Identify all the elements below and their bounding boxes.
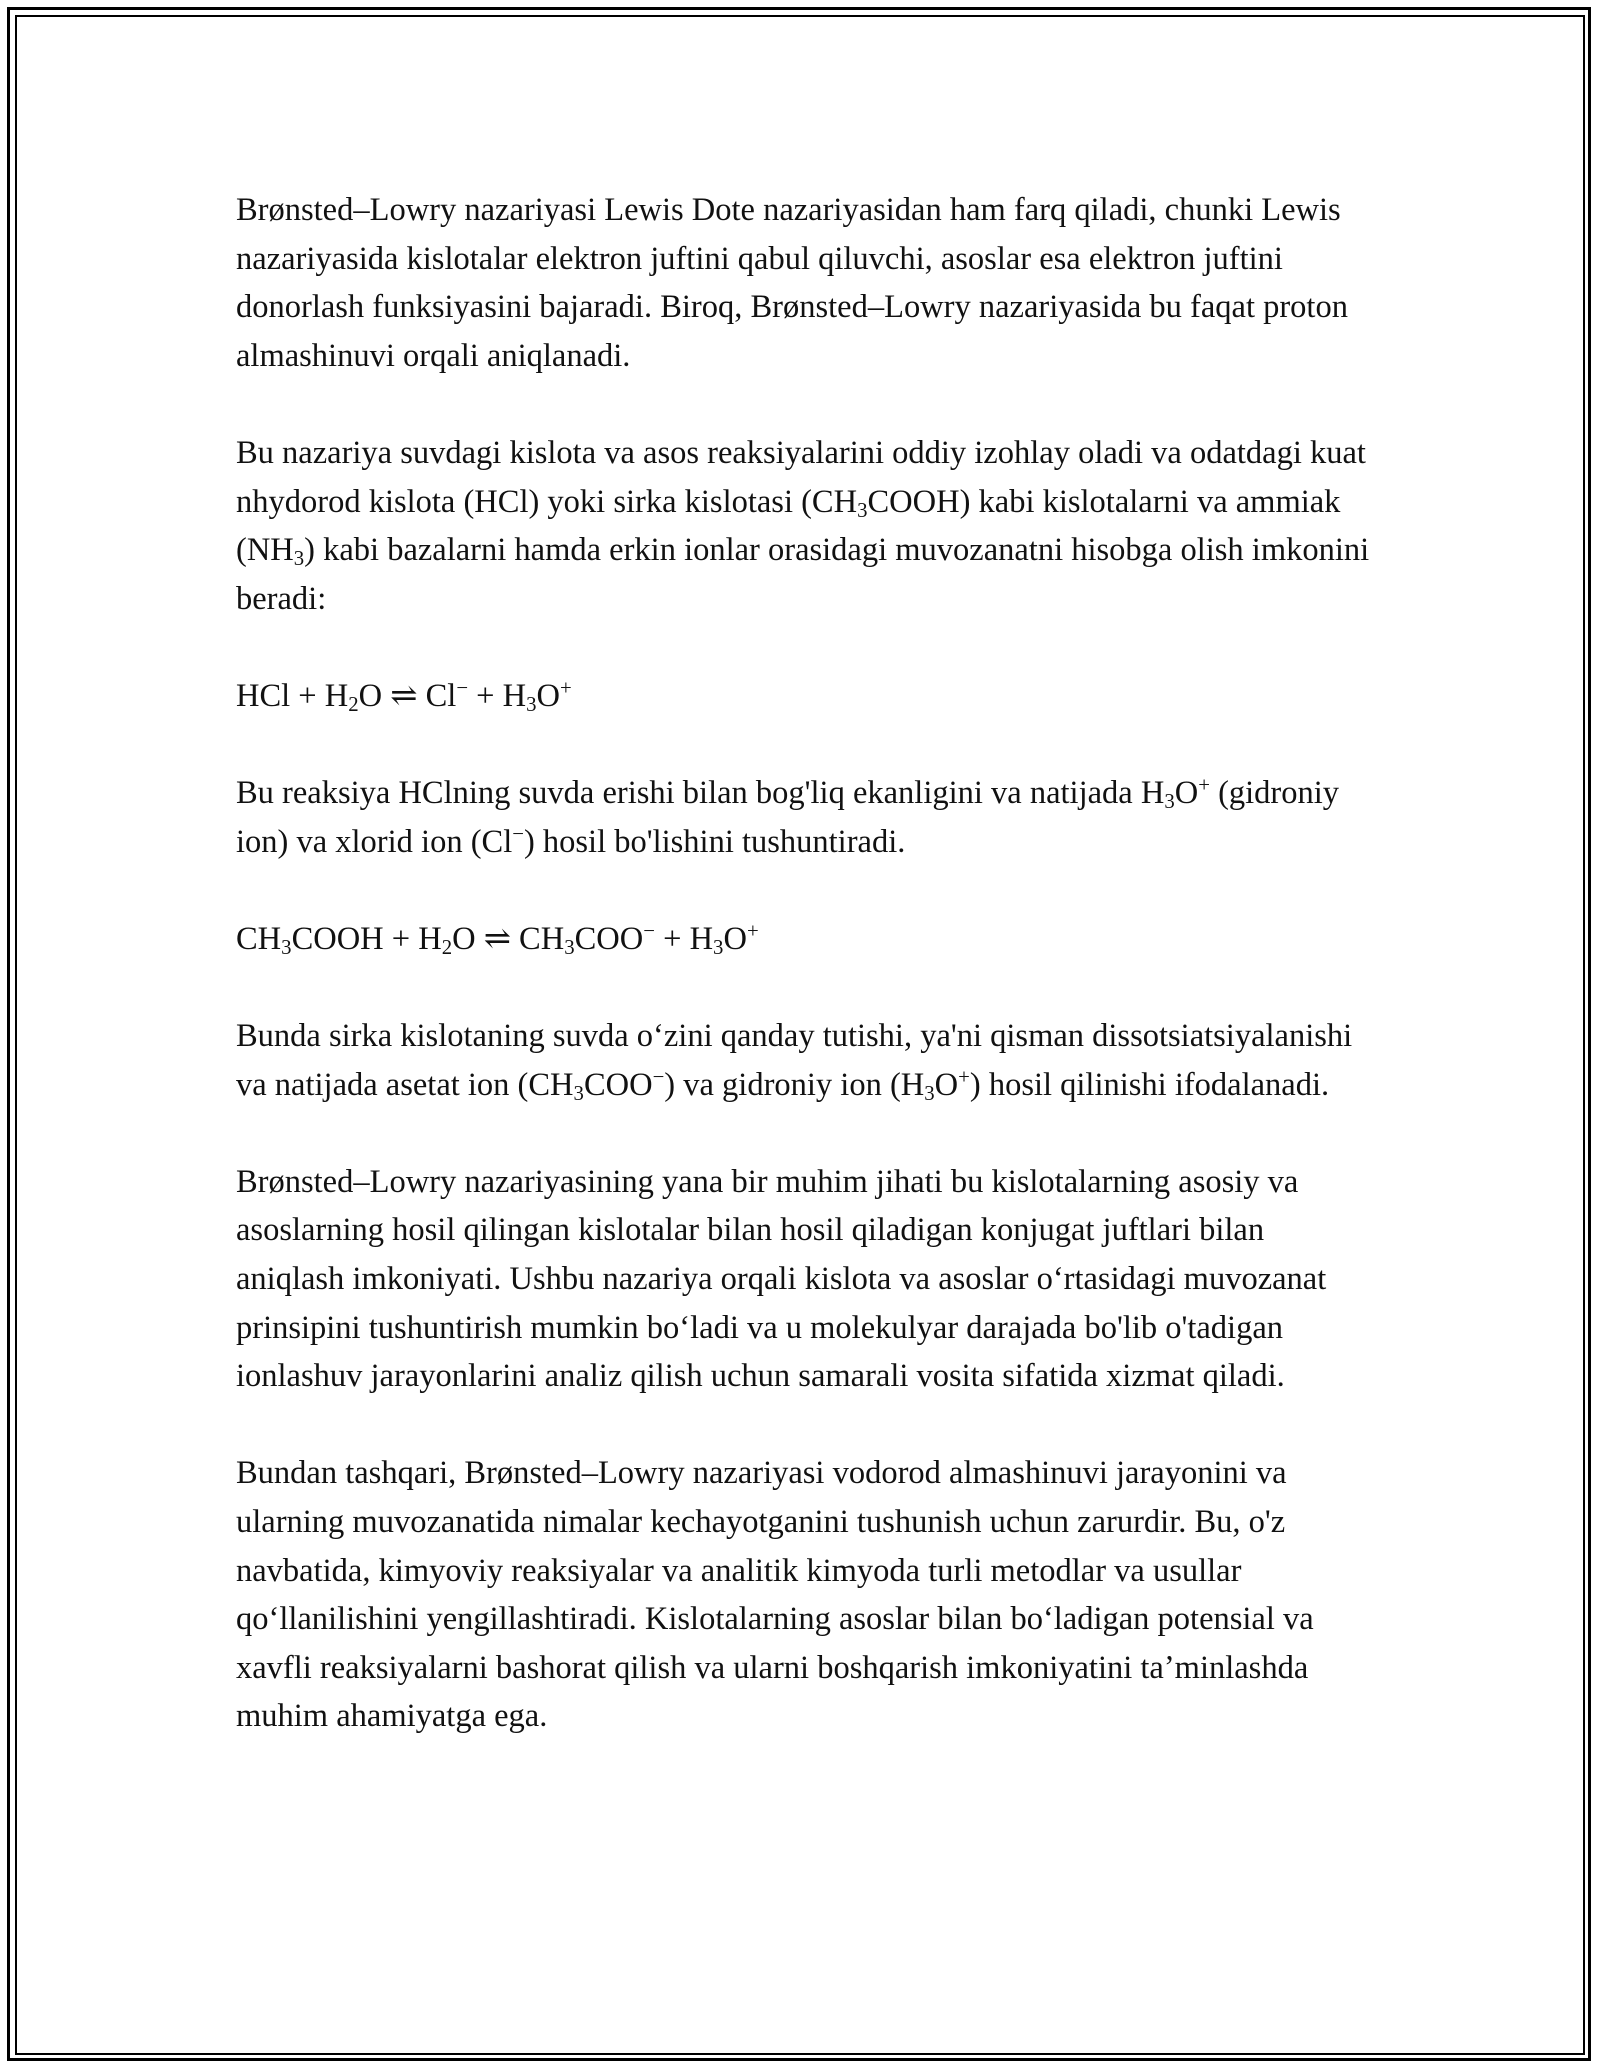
- subscript: 3: [573, 1081, 584, 1105]
- superscript: +: [1198, 773, 1210, 797]
- paragraph: [236, 1012, 1376, 1109]
- subscript: 2: [441, 936, 453, 960]
- text-run: CH: [236, 920, 282, 957]
- text-run: ) kabi bazalarni hamda erkin ionlar orasidagi muvozanatni hisobga olish imkonini beradi:: [236, 532, 1370, 617]
- paragraph: [236, 429, 1376, 623]
- paragraph: [236, 1158, 1376, 1401]
- text-run: O ⇌ CH: [452, 920, 565, 957]
- text-run: Brønsted–Lowry nazariyasi Lewis Dote nazariyasidan ham farq qiladi, chunki Lewis nazariyasida kislotalar elektron juftini qabul qiluvchi, asoslar esa elektron juftini donorlash funksiyasini bajaradi. Biroq, Brønsted–Lowry nazariyasida bu faqat proton almashinuvi orqali aniqlanadi.: [236, 192, 1348, 374]
- subscript: 3: [924, 1081, 935, 1105]
- subscript: 3: [1164, 790, 1175, 814]
- text-run: COOH + H: [291, 920, 442, 957]
- text-run: Brønsted–Lowry nazariyasining yana bir muhim jihati bu kislotalarning asosiy va asoslarning hosil qilingan kislotalar bilan hosil qiladigan konjugat juftlari bilan aniqlash imkoniyati. Ushbu nazariya orqali kislota va asoslar oʻrtasidagi muvozanat prinsipini tushuntirish mumkin boʻladi va u molekulyar darajada bo'lib o'tadigan ionlashuv jarayonlarini analiz qilish uchun samarali vosita sifatida xizmat qiladi.: [236, 1163, 1327, 1395]
- text-run: + H: [654, 920, 714, 957]
- chemical-equation: [236, 672, 1376, 721]
- text-run: COOH) kabi kislotalarni va ammiak (NH: [236, 483, 1341, 569]
- text-run: ) hosil bo'lishini tushuntiradi.: [523, 823, 906, 860]
- text-run: Bundan tashqari, Brønsted–Lowry nazariyasi vodorod almashinuvi jarayonini va ularning muvozanatida nimalar kechayotganini tushunish uchun zarurdir. Bu, o'z navbatida, kimyoviy reaksiyalar va analitik kimyoda turli metodlar va usullar qoʻllanilishini yengillashtiradi. Kislotalarning asoslar bilan boʻladigan potensial va xavfli reaksiyalarni bashorat qilish va ularni boshqarish imkoniyatini taʼminlashda muhim ahamiyatga ega.: [236, 1455, 1314, 1735]
- subscript: 3: [526, 693, 537, 717]
- text-run: ) hosil qilinishi ifodalanadi.: [969, 1066, 1330, 1103]
- subscript: 2: [348, 693, 359, 717]
- subscript: 3: [293, 547, 305, 571]
- subscript: 3: [857, 498, 868, 522]
- superscript: +: [958, 1065, 970, 1089]
- superscript: −: [643, 919, 655, 943]
- paragraph: [236, 769, 1376, 866]
- text-run: O ⇌ Cl: [358, 677, 457, 714]
- document-body: [236, 186, 1376, 1741]
- superscript: −: [512, 822, 524, 846]
- superscript: −: [456, 676, 469, 700]
- text-run: HCl + H: [236, 677, 349, 714]
- superscript: +: [560, 676, 572, 700]
- superscript: +: [746, 919, 759, 943]
- text-run: O: [934, 1066, 959, 1103]
- text-run: Bu nazariya suvdagi kislota va asos reaksiyalarini oddiy izohlay oladi va odatdagi kuat nhydorod kislota (HCl) yoki sirka kislotasi (CH: [236, 434, 1366, 520]
- text-run: O: [536, 677, 560, 714]
- paragraph: [236, 1449, 1376, 1741]
- text-run: COO: [583, 1066, 653, 1103]
- text-run: Bu reaksiya HClning suvda erishi bilan bog'liq ekanligini va natijada H: [236, 775, 1165, 812]
- text-run: + H: [468, 677, 527, 714]
- superscript: −: [652, 1065, 665, 1089]
- chemical-equation: [236, 915, 1376, 964]
- text-run: COO: [574, 920, 644, 957]
- subscript: 3: [564, 936, 575, 960]
- text-run: Bunda sirka kislotaning suvda oʻzini qanday tutishi, ya'ni qisman dissotsiatsiyalanishi va natijada asetat ion (CH: [236, 1018, 1353, 1103]
- text-run: ) va gidroniy ion (H: [664, 1066, 925, 1103]
- text-run: (gidroniy ion) va xlorid ion (Cl: [236, 775, 1340, 860]
- text-run: O: [723, 920, 747, 957]
- subscript: 3: [713, 936, 724, 960]
- paragraph: [236, 186, 1376, 380]
- text-run: O: [1174, 775, 1199, 812]
- subscript: 3: [281, 936, 292, 960]
